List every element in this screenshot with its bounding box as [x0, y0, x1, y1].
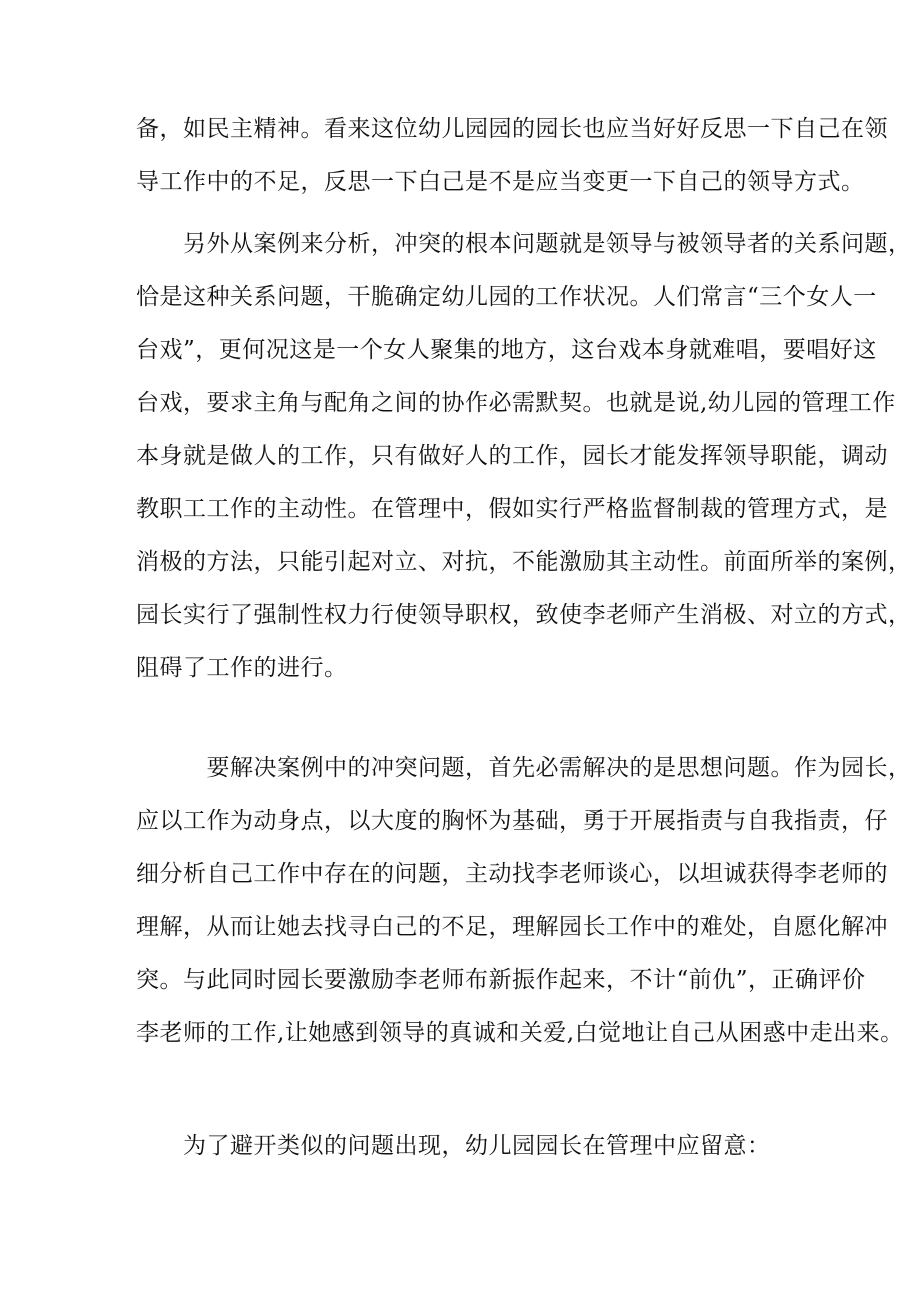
text-line: 教职工工作的主动性。在管理中，假如实行严格监督制裁的管理方式，是 [136, 496, 888, 522]
text-line: 为了避开类似的问题出现，幼儿园园长在管理中应留意： [136, 1133, 771, 1159]
paragraph-continued [136, 103, 888, 209]
text-line: 台戏”，更何况这是一个女人聚集的地方，这台戏本身就难唱，要唱好这 [136, 337, 877, 363]
text-line: 园长实行了强制性权力行使领导职权，致使李老师产生消极、对立的方式， [136, 602, 912, 628]
text-line: 要解决案例中的冲突问题，首先必需解决的是思想问题。作为园长， [136, 755, 912, 781]
paragraph-precautions-intro [136, 1120, 796, 1173]
paragraph-resolution [136, 742, 912, 1060]
paragraph-conflict-analysis [136, 218, 912, 695]
text-line: 突。与此同时园长要激励李老师布新振作起来，不计“前仇”，正确评价 [136, 967, 866, 993]
text-line: 另外从案例来分析，冲突的根本问题就是领导与被领导者的关系问题， [136, 231, 912, 257]
text-line: 备，如民主精神。看来这位幼儿园园的园长也应当好好反思一下自己在领 [136, 116, 888, 142]
text-line: 阻碍了工作的进行。 [136, 655, 348, 681]
text-line: 理解，从而让她去找寻白己的不足，理解园长工作中的难处，自愿化解冲 [136, 914, 888, 940]
text-line: 导工作中的不足，反思一下白己是不是应当变更一下自己的领导方式。 [136, 169, 865, 195]
text-line: 李老师的工作,让她感到领导的真诚和关爱,白觉地让自己从困惑中走出来。 [136, 1020, 904, 1046]
text-line: 本身就是做人的工作，只有做好人的工作，园长才能发挥领导职能，调动 [136, 443, 888, 469]
text-line: 细分析自己工作中存在的问题，主动找李老师谈心，以坦诚获得李老师的 [136, 861, 888, 887]
text-line: 应以工作为动身点，以大度的胸怀为基础，勇于开展指责与自我指责，仔 [136, 808, 888, 834]
text-line: 台戏，要求主角与配角之间的协作必需默契。也就是说,幼儿园的管理工作 [136, 390, 896, 416]
text-line: 恰是这种关系问题，干脆确定幼儿园的工作状况。人们常言“三个女人一 [136, 284, 877, 310]
text-line: 消极的方法，只能引起对立、对抗，不能激励其主动性。前面所举的案例， [136, 549, 912, 575]
